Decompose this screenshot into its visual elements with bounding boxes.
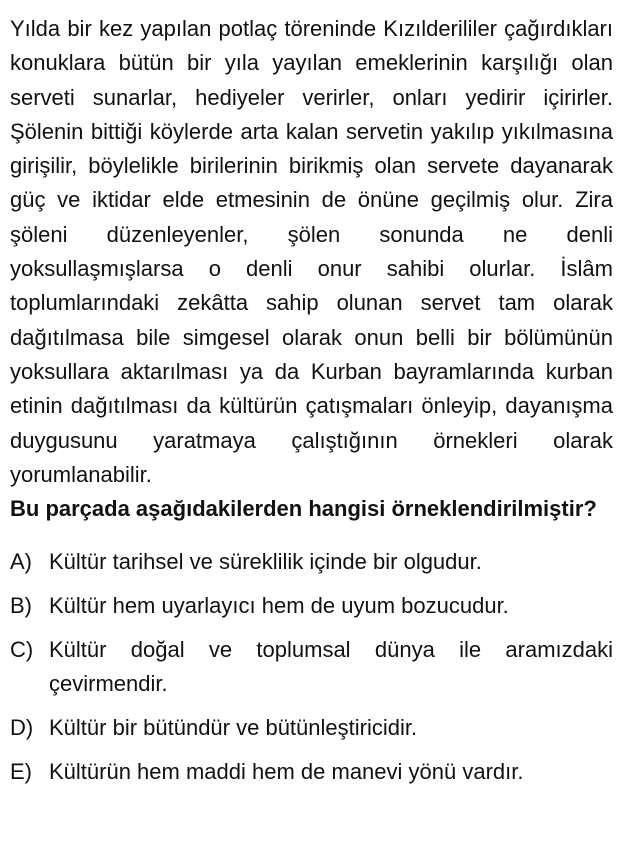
question-stem: Bu parçada aşağıdakilerden hangisi örneklendirilmiştir? — [10, 496, 597, 522]
option-text: Kültürün hem maddi hem de manevi yönü vardır. — [49, 758, 524, 784]
option-text: Kültür doğal ve toplumsal dünya ile aramızdaki çevirmendir. — [49, 636, 613, 696]
option-letter: D) — [10, 714, 34, 740]
option-b[interactable] — [10, 589, 613, 623]
option-letter: E) — [10, 758, 32, 784]
option-e[interactable] — [10, 755, 613, 789]
option-letter: A) — [10, 548, 32, 574]
option-letter: B) — [10, 592, 32, 618]
option-text: Kültür tarihsel ve süreklilik içinde bir olgudur. — [49, 548, 482, 574]
option-a[interactable] — [10, 545, 613, 579]
option-d[interactable] — [10, 711, 613, 745]
option-c[interactable] — [10, 633, 613, 701]
option-letter: C) — [10, 636, 34, 662]
option-text: Kültür hem uyarlayıcı hem de uyum bozucudur. — [49, 592, 509, 618]
option-text: Kültür bir bütündür ve bütünleştiricidir. — [49, 714, 418, 740]
reading-passage: Yılda bir kez yapılan potlaç töreninde Kızılderililer çağırdıkları konuklara bütün bir yıla yayılan emeklerinin karşılığı olan serveti sunarlar, hediyeler verirler, onları yedirir içirirler. Şölenin bittiği köylerde arta kalan servetin yakılıp yıkılmasına girişilir, böylelikle birilerinin birikmiş olan servete dayanarak güç ve iktidar elde etmesinin de önüne geçilmiş olur. Zira şöleni düzenleyenler, şölen sonunda ne denli yoksullaşmışlarsa o denli onur sahibi olurlar. İslâm toplumlarındaki zekâtta sahip olunan servet tam olarak dağıtılmasa bile simgesel olarak onun belli bir bölümünün yoksullara aktarılması ya da Kurban bayramlarında kurban etinin dağıtılması da kültürün çatışmaları önleyip, dayanışma duygusunu yaratmaya çalıştığının örnekleri olarak yorumlanabilir. — [10, 16, 613, 487]
answer-options — [10, 545, 613, 789]
